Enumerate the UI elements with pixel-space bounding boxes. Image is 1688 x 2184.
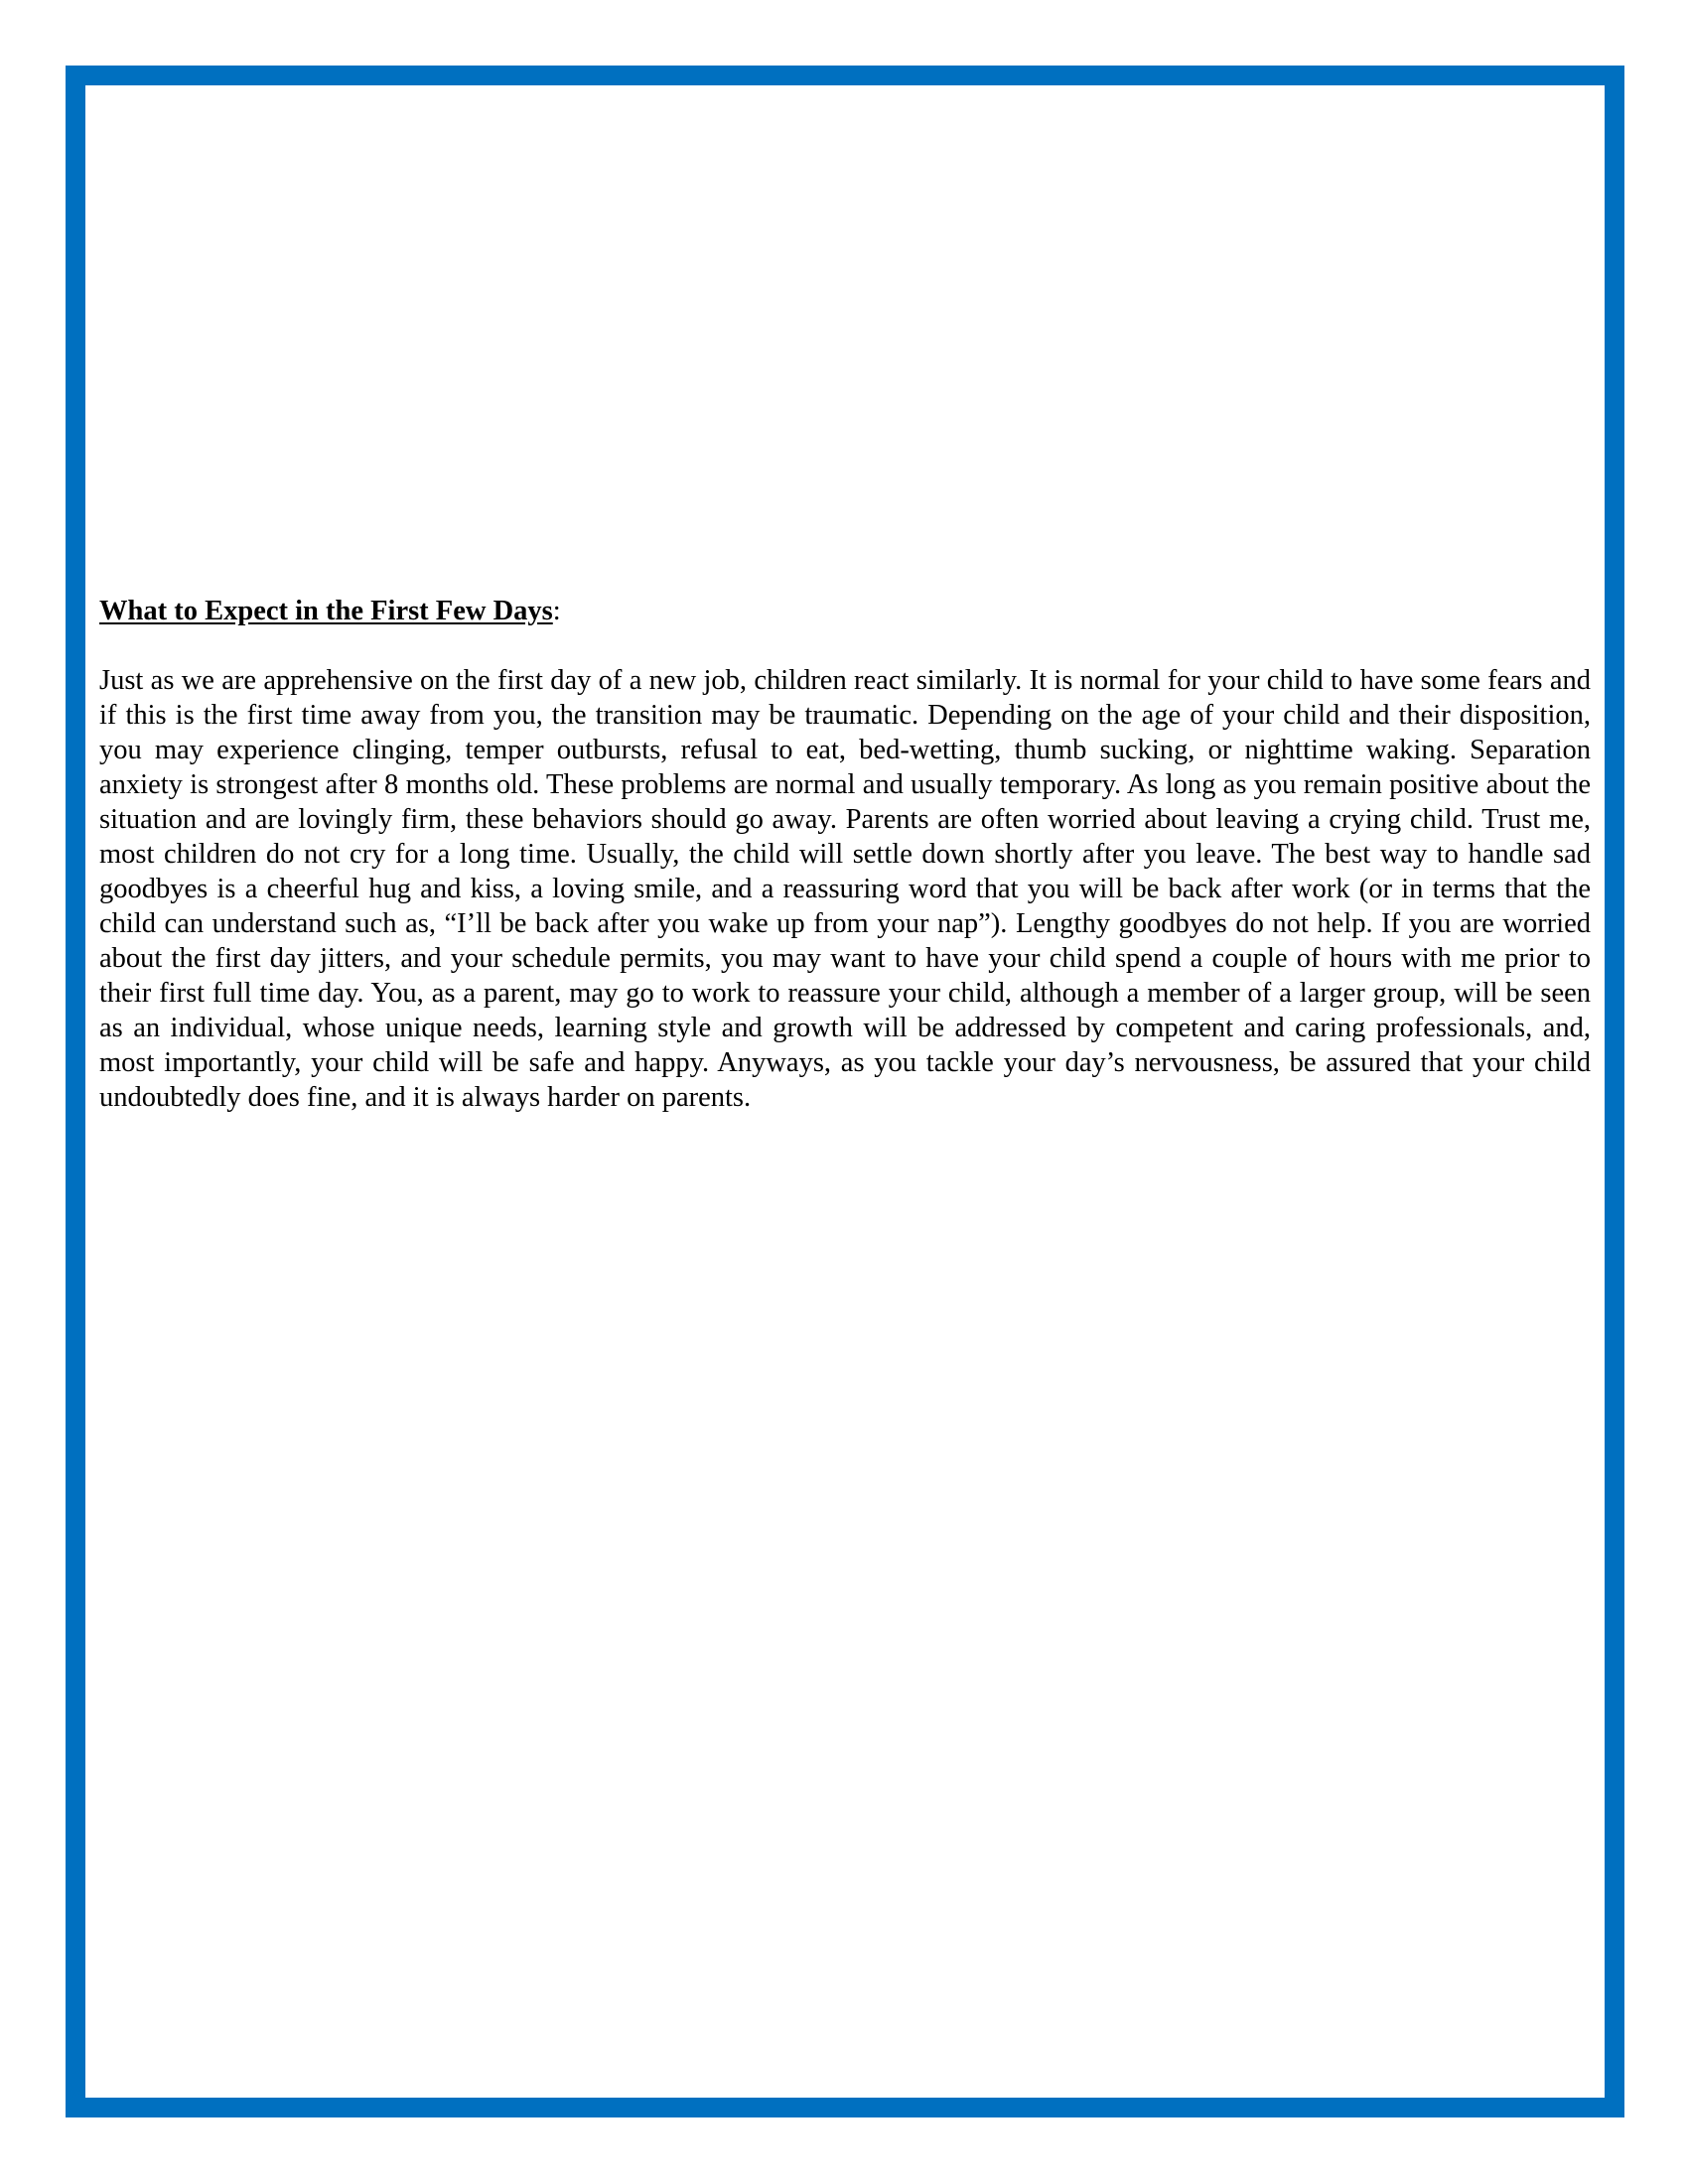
section-heading [99, 594, 1591, 628]
section-heading-colon: : [552, 596, 561, 626]
document-content [99, 594, 1591, 1115]
section-body-paragraph: Just as we are apprehensive on the first day of a new job, children react similarly. It is normal for your child to have some fears and if this is the first time away from you, the transition may be traumatic. Depending on the age of your child and their disposition, you may experience clinging, temper outbursts, refusal to eat, bed-wetting, thumb sucking, or nighttime waking. Separation anxiety is strongest after 8 months old. These problems are normal and usually temporary. As long as you remain positive about the situation and are lovingly firm, these behaviors should go away. Parents are often worried about leaving a crying child. Trust me, most children do not cry for a long time. Usually, the child will settle down shortly after you leave. The best way to handle sad goodbyes is a cheerful hug and kiss, a loving smile, and a reassuring word that you will be back after work (or in terms that the child can understand such as, “I’ll be back after you wake up from your nap”). Lengthy goodbyes do not help. If you are worried about the first day jitters, and your schedule permits, you may want to have your child spend a couple of hours with me prior to their first full time day. You, as a parent, may go to work to reassure your child, although a member of a larger group, will be seen as an individual, whose unique needs, learning style and growth will be addressed by competent and caring professionals, and, most importantly, your child will be safe and happy. Anyways, as you tackle your day’s nervousness, be assured that your child undoubtedly does fine, and it is always harder on parents. [99, 665, 1591, 1113]
section-heading-title: What to Expect in the First Few Days [99, 596, 553, 626]
